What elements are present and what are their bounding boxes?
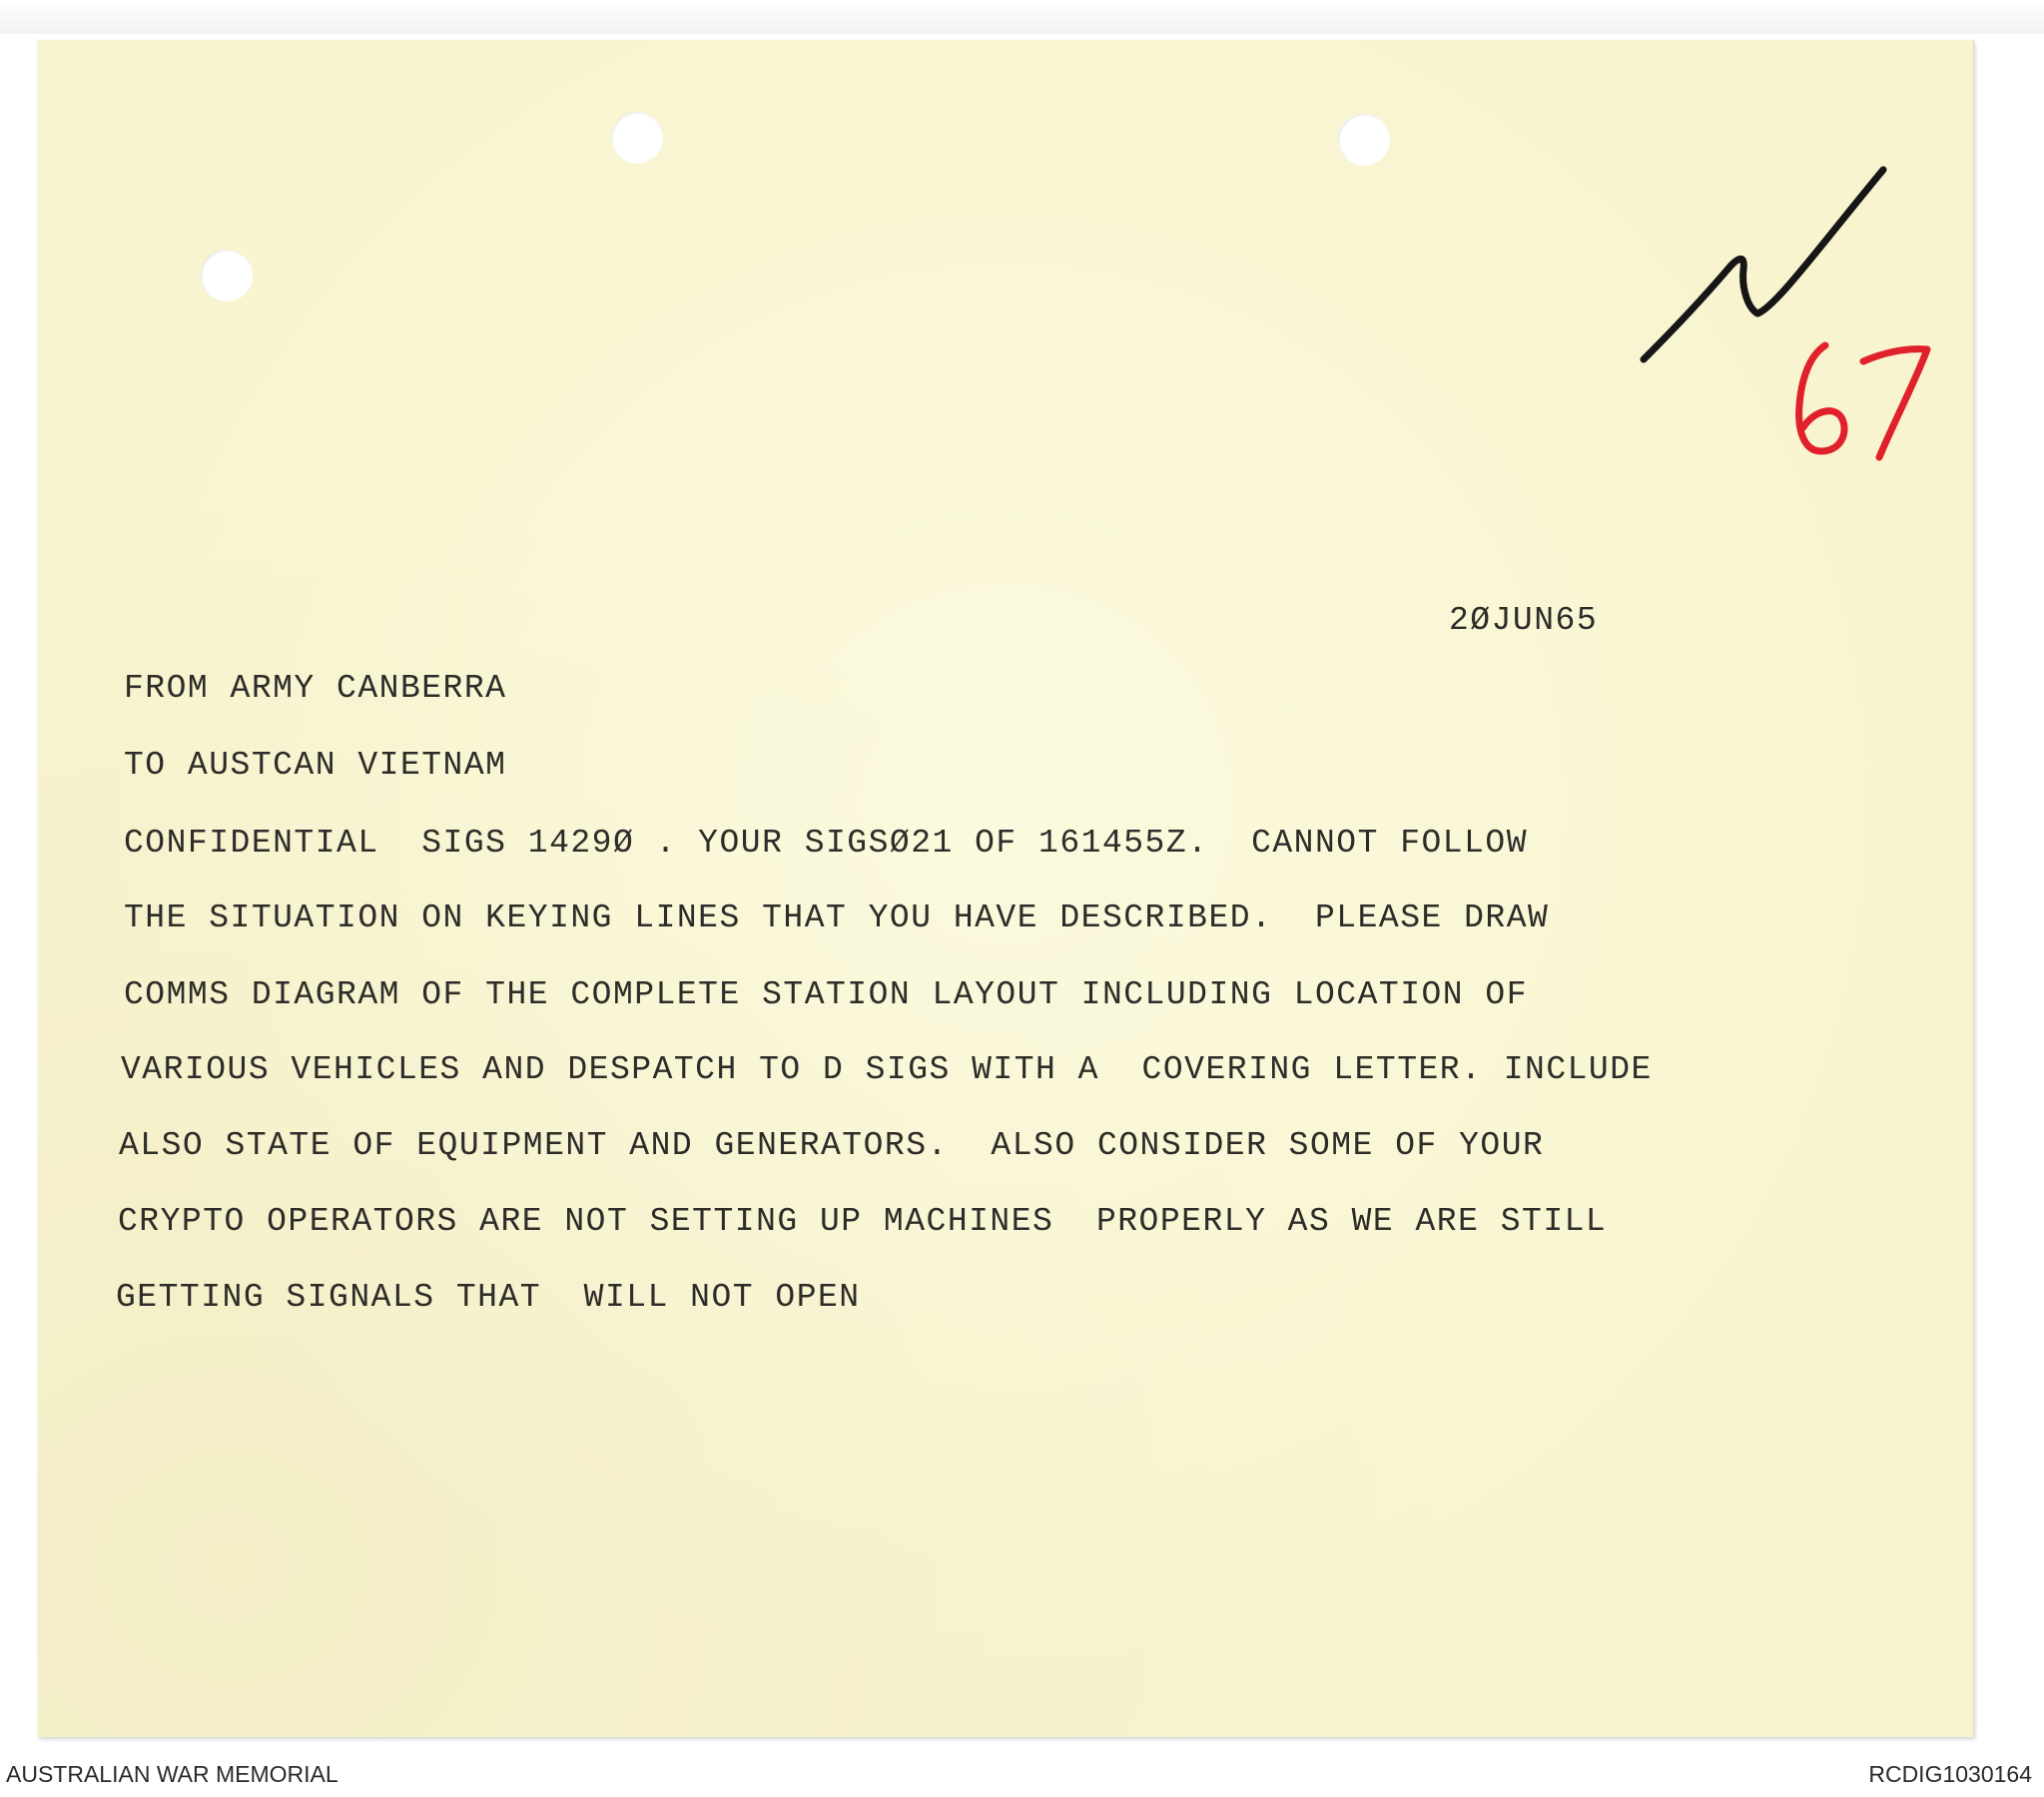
- from-line: FROM ARMY CANBERRA: [124, 670, 507, 707]
- message-body-line-5: ALSO STATE OF EQUIPMENT AND GENERATORS. ALSO CONSIDER SOME OF YOUR: [119, 1127, 1545, 1164]
- folio-number-67: [1783, 327, 1953, 487]
- date-line: 2ØJUN65: [1449, 602, 1599, 639]
- punch-hole-top-right: [1338, 114, 1390, 166]
- punch-hole-left: [201, 250, 253, 301]
- to-line: TO AUSTCAN VIETNAM: [124, 747, 507, 784]
- scan-top-edge: [0, 0, 2044, 34]
- message-body-line-3: COMMS DIAGRAM OF THE COMPLETE STATION LAYOUT INCLUDING LOCATION OF: [124, 976, 1529, 1013]
- footer-record-id: RCDIG1030164: [1868, 1761, 2032, 1787]
- message-body-line-4: VARIOUS VEHICLES AND DESPATCH TO D SIGS WITH A COVERING LETTER. INCLUDE: [121, 1051, 1653, 1088]
- message-body-line-1: CONFIDENTIAL SIGS 1429Ø . YOUR SIGSØ21 OF 161455Z. CANNOT FOLLOW: [124, 825, 1529, 862]
- punch-hole-top-middle: [611, 112, 663, 164]
- message-body-line-2: THE SITUATION ON KEYING LINES THAT YOU HAVE DESCRIBED. PLEASE DRAW: [124, 899, 1550, 936]
- footer-institution: AUSTRALIAN WAR MEMORIAL: [6, 1761, 339, 1787]
- telegram-sheet: [38, 40, 1974, 1737]
- message-body-line-7: GETTING SIGNALS THAT WILL NOT OPEN: [116, 1279, 861, 1316]
- message-body-line-6: CRYPTO OPERATORS ARE NOT SETTING UP MACHINES PROPERLY AS WE ARE STILL: [118, 1203, 1608, 1240]
